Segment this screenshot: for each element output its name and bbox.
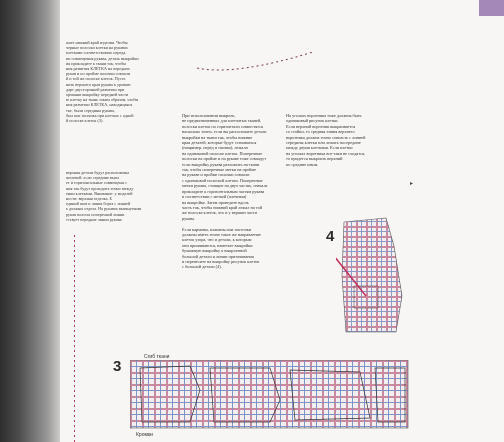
text-line: рукава.: [182, 215, 196, 221]
section-tab: [479, 0, 504, 16]
left-text-block-2: [66, 170, 158, 222]
text-line: рукав полосы поперечной линии: [66, 211, 125, 217]
text-line: шелевой: если середине выпл: [66, 175, 120, 181]
text-line: метки рукава, стоящие на двух частях, сначала: [182, 183, 268, 189]
text-line: прикладите к горизонтальным частям рукава: [182, 188, 265, 194]
text-line: ю клетку на ткань таким образом, чтобы: [66, 97, 139, 103]
text-line: с большой детали (4).: [182, 264, 222, 270]
text-line: ия прикладите к ткани так, чтобы: [66, 60, 126, 66]
text-line: ет и горизонтальные совмещены с: [66, 180, 128, 186]
text-line: же полоске клеток, что и у вершин части: [182, 210, 257, 216]
text-line: ности: верхняя отделка. Б: [66, 196, 112, 202]
text-line: рукав и по пройме полочки совпали: [66, 71, 131, 77]
text-line: ния развития КЛЕТКА на передних: [66, 66, 130, 72]
figure-4-label: 4: [326, 228, 335, 245]
text-line: На уголках воротника тоже должны быть: [286, 113, 362, 118]
stitch-line-left: [74, 235, 75, 442]
seam-dotted-path: [197, 52, 313, 70]
text-line: ии совмещения рукава, деталь выкройки: [66, 55, 139, 61]
text-line: между двумя клетками. Если клетки: [286, 145, 353, 151]
fold-label: Сгиб ткани: [144, 354, 170, 360]
text-line: При использовании выкроек,: [182, 113, 236, 118]
text-line: единий шов и линия борта с линией: [66, 201, 131, 207]
text-line: так, чтобы поперечные метки на пройме: [182, 167, 257, 173]
left-text-block-1: [66, 40, 158, 123]
text-line: со стойки, то средняя линия верхнего: [286, 129, 355, 135]
text-line: должны иметь точно такое же направление: [182, 231, 261, 237]
text-line: часть так, чтобы нижний край лежал на той: [182, 204, 263, 210]
text-line: если выкройку рукава разложить на ткани: [182, 161, 260, 167]
text-line: черные полоски клетки на рукавах: [66, 45, 128, 51]
text-line: на уголках воротника все-таки не сходятся,: [286, 150, 366, 156]
text-line: нить верхнего края рукава к уровню: [66, 81, 131, 87]
text-line: клетками соответствовать переда.: [66, 50, 127, 56]
text-line: на одинаковой полоске клеток. Поперечные: [182, 150, 263, 156]
text-line: жает нижний край изделия. Чтобы: [66, 40, 128, 45]
text-line: ния разметки КЛЕТКА, находящаяся: [66, 102, 133, 108]
figure-3-fabric-layout: [130, 360, 410, 430]
text-line: они пришиваются, наметьте выкройки: [182, 242, 253, 248]
text-line: то придется выкроить верхний: [286, 156, 343, 162]
page-arrow-icon: ▸: [410, 181, 414, 187]
text-line: полоски клеток по горизонтали совместятся: [182, 123, 263, 129]
text-line: не предназначенных для клетчатых тканей,: [182, 118, 262, 124]
text-line: на рукаве и пройме полочки совпали: [182, 172, 250, 178]
column-2-text: [182, 113, 292, 270]
text-line: и перенесите на выкройку рисунок клеток: [182, 258, 260, 264]
text-line: ении клетками. Внимание: у моделей: [66, 190, 133, 196]
text-line: полоски на пройме и на рукаве тоже совпадут: [182, 156, 267, 162]
figure-4-plaid-pattern: [336, 216, 408, 336]
text-line: (например, перед и спинка), лежали: [182, 145, 248, 151]
text-line: большой детали и линии притачивания: [182, 253, 254, 259]
text-line: в соответствии с меткой (плечевая): [182, 194, 247, 200]
text-line: был шаг полчика при клетках с одной: [66, 112, 134, 118]
text-line: одинаковый рисунок клетки.: [286, 118, 339, 124]
text-line: с одинаковой полоской клетки. Поперечные: [182, 177, 263, 183]
text-line: Если верхний воротник выкраивается: [286, 123, 356, 129]
text-line: ния так будут проходить точно между: [66, 185, 134, 191]
text-line: ь должны отдела. На рукавах вытянутыми: [66, 206, 142, 212]
text-line: выкройки на ткани так, чтобы нижние: [182, 134, 253, 140]
text-line: середины клетки или лежать посередине: [286, 140, 361, 146]
binding-shadow: [0, 0, 60, 442]
text-line: бумажную выкройку к выкроенной: [182, 248, 247, 254]
text-line: по средине швом.: [286, 161, 319, 167]
text-line: насколько точно, если вы расположите детали: [182, 129, 267, 135]
text-line: й и той же полоске клеток. Пусть: [66, 76, 126, 82]
column-3-text: [286, 113, 391, 167]
text-line: воротника должна точно совпасть с линией: [286, 134, 366, 140]
text-line: тствует передние линии рукава.: [66, 216, 123, 222]
text-line: Если карманы, клапаны или листочки: [182, 226, 252, 232]
text-line: на выкройке. Затем проведите вдоль: [182, 199, 249, 205]
text-line: ормании выкройку передней части: [66, 92, 129, 98]
text-line: клеток узора, что и детали, к которым: [182, 237, 252, 243]
pocket-piece: [354, 286, 378, 308]
jacket-piece: [342, 218, 402, 332]
text-line: й полоске клеток (3).: [66, 118, 104, 124]
selvage-label: Кромки: [136, 432, 153, 438]
text-line: тке, были середины рукава,: [66, 107, 115, 113]
text-line: верхняя детали будут расположены: [66, 170, 130, 175]
text-line: дарт двусторонней разметки при: [66, 86, 125, 92]
seam-illustration: [195, 48, 315, 78]
text-line: края деталей, которые будут стачиваться: [182, 140, 257, 146]
figure-3-label: 3: [113, 358, 122, 375]
